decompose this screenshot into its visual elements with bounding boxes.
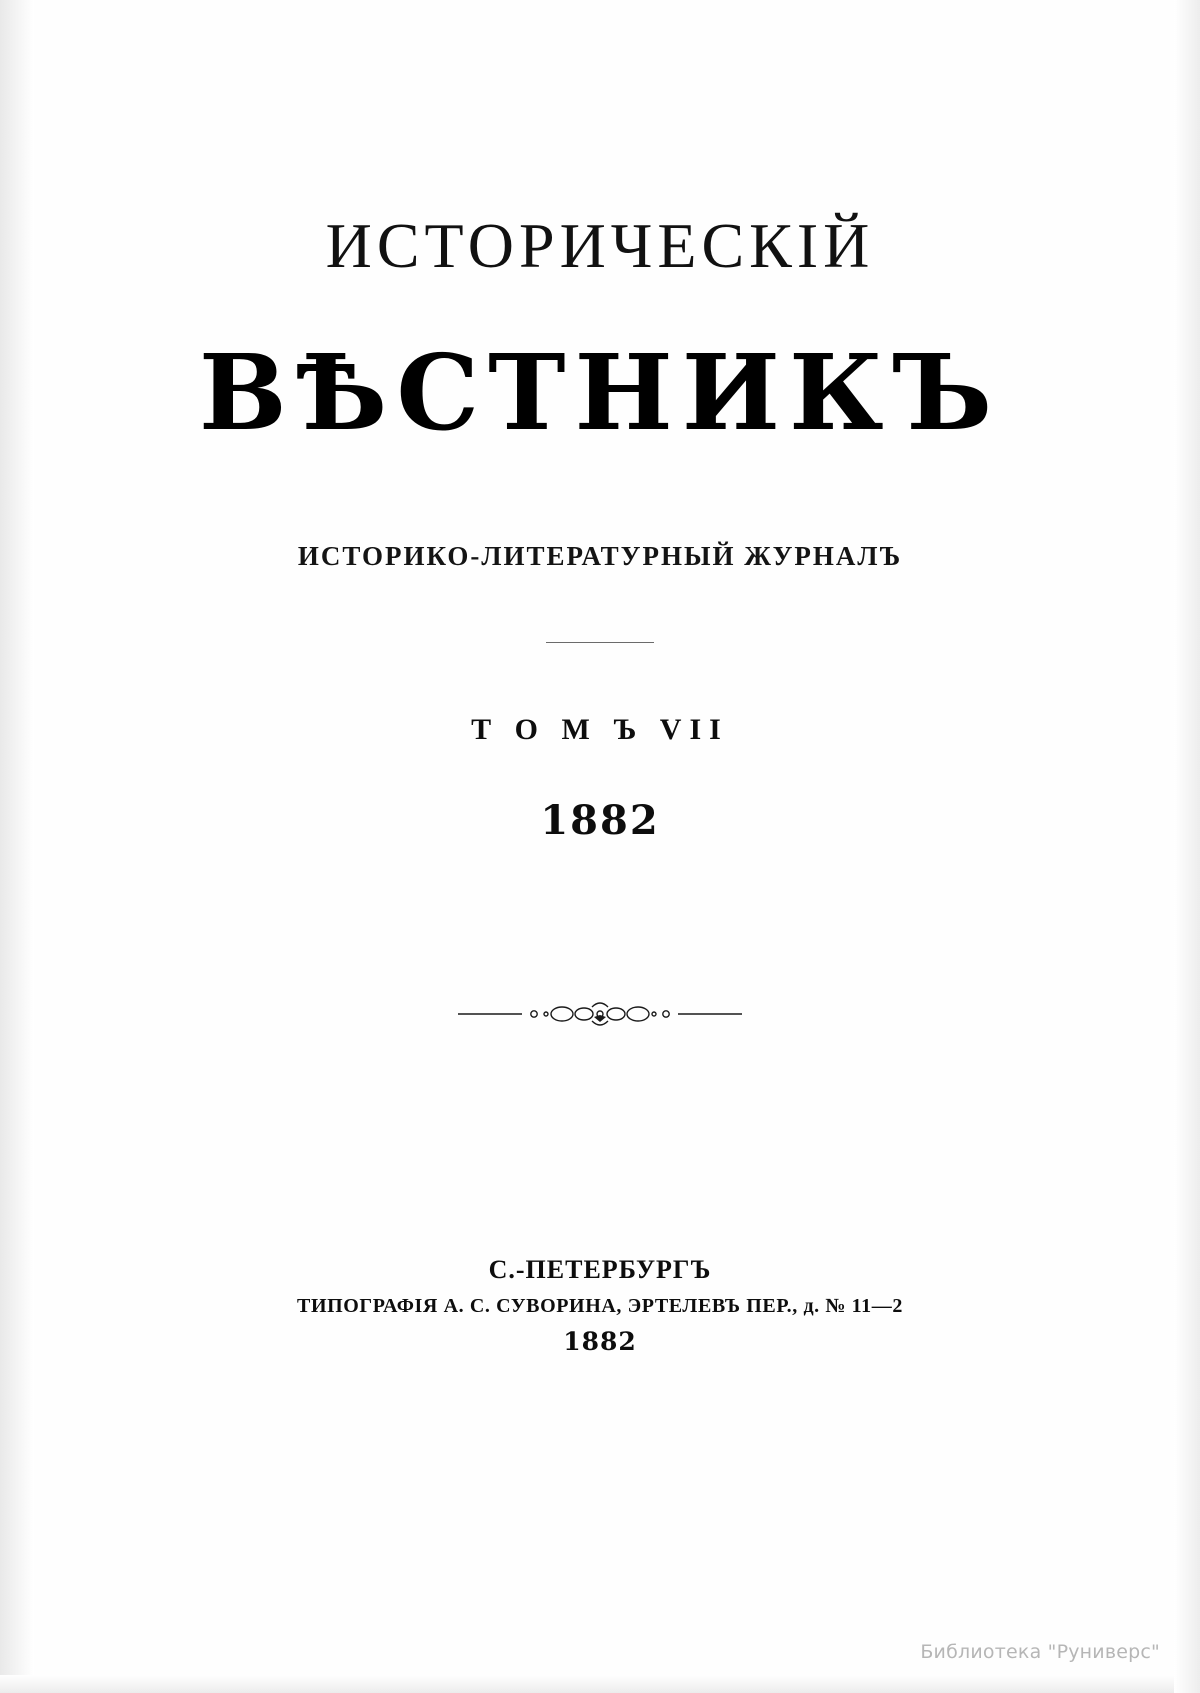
imprint-block	[0, 1255, 1200, 1356]
library-watermark: Библиотека "Руниверс"	[920, 1641, 1160, 1663]
journal-title-main: ВѢСТНИКЪ	[198, 331, 1002, 455]
journal-subtitle: ИСТОРИКО-ЛИТЕРАТУРНЫЙ ЖУРНАЛЪ	[297, 541, 903, 572]
journal-title-line: ИСТОРИЧЕСКІЙ	[325, 210, 875, 281]
page-bottom-shading	[0, 1675, 1200, 1693]
decorative-divider-icon	[0, 994, 1200, 1034]
publication-year: 1882	[540, 797, 660, 845]
imprint-city: С.-ПЕТЕРБУРГЪ	[488, 1255, 712, 1284]
imprint-printer: ТИПОГРАФІЯ А. С. СУВОРИНА, ЭРТЕЛЕВЪ ПЕР., д. № 11—2	[297, 1295, 903, 1317]
short-rule-divider	[546, 642, 654, 643]
volume-label: Т О М Ъ VII	[471, 713, 729, 747]
imprint-year: 1882	[563, 1327, 637, 1356]
